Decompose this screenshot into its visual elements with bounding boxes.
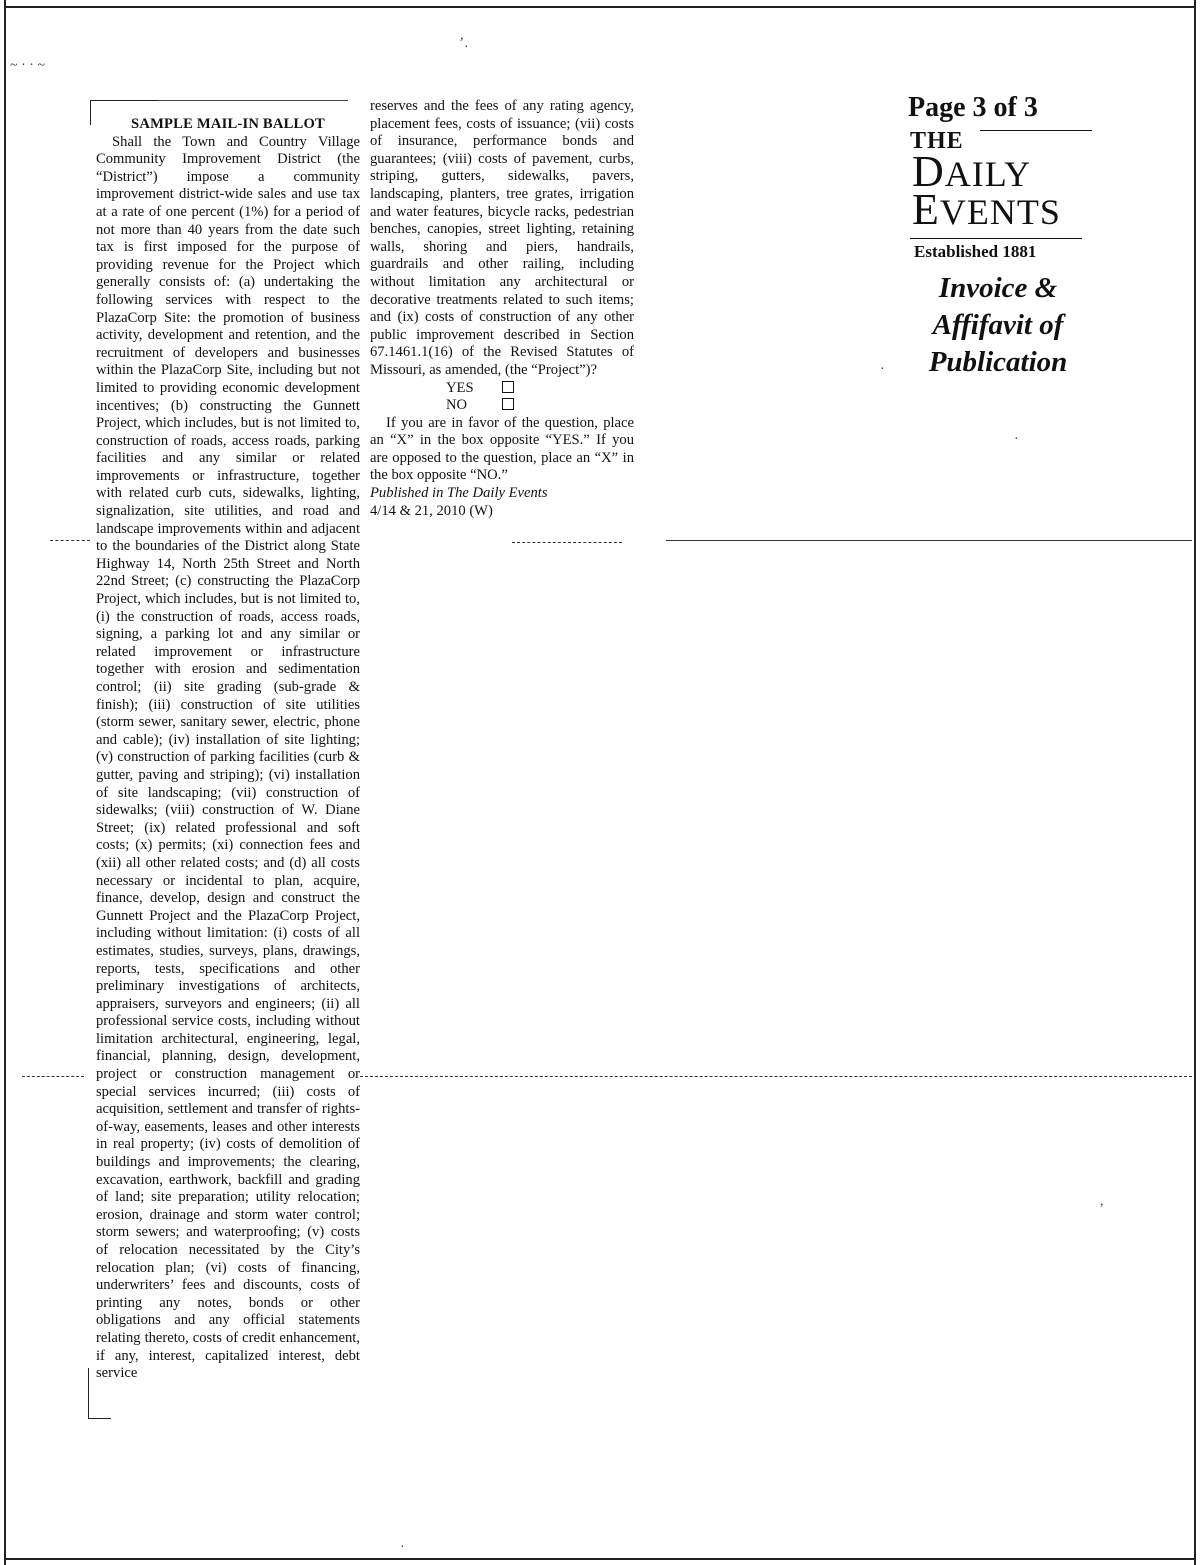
masthead-rule [910,238,1082,239]
scan-speck: · [1014,432,1019,447]
masthead-events [912,185,1088,234]
clipping-line [666,540,1192,541]
yes-option [370,380,634,398]
clipping-line [50,540,90,541]
masthead [908,92,1088,381]
scan-border-top [4,6,1196,8]
masthead-daily-rest: AILY [944,154,1032,194]
ballot-title: SAMPLE MAIL-IN BALLOT [131,116,325,132]
document-title-line-3: Publication [928,346,1068,378]
document-title [908,270,1088,381]
masthead-the: THE [910,128,964,154]
no-option [370,397,634,415]
publication-dates: 4/14 & 21, 2010 (W) [370,502,493,519]
ballot-column-2 [370,98,634,520]
ballot-instructions: If you are in favor of the question, place an “X” in the box opposite “YES.” If you are opposed to the question, place an “X” in the box opposite “NO.” [370,414,634,484]
clipping-line [360,1076,1192,1077]
ballot-question-text: Shall the Town and Country Village Community Improvement District (the “District”) impose a community improvement district-wide sales and use tax at a rate of one percent (1%) for a period of not more than 40 years from the date such tax is first imposed for the purpose of providing revenue for the Project which generally consists of: (a) undertaking the following services with respect to the PlazaCorp Site: the promotion of business activity, development and retention, and the recruitment of developers and businesses within the PlazaCorp Site, including but not limited to providing economic development incentives; (b) constructing the Gunnett Project, which includes, but is not limited to, construction of roads, access roads, parking facilities and any similar or related improvements or infrastructure, together with related curb cuts, sidewalks, lighting, signalization, site utilities, and road and landscape improvements within and adjacent to the boundaries of the District along State Highway 14, North 25th Street and North 22nd Street; (c) constructing the PlazaCorp Project, which includes, but is not limited to, (i) the construction of roads, access roads, signing, a parking lot and any similar or related improvement or infrastructure together with erosion and sedimentation control; (ii) site grading (sub-grade & finish); (iii) construction of site utilities (storm sewer, sanitary sewer, electric, phone and cable); (iv) installation of site lighting; (v) construction of parking facilities (curb & gutter, paving and striping); (vi) installation of site landscaping; (vii) construction of sidewalks; (viii) construction of W. Diane Street; (ix) related professional and soft costs; (x) permits; (xi) connection fees and (xii) all other related costs; and (d) all costs necessary or incidental to plan, acquire, finance, develop, design and construct the Gunnett Project and the PlazaCorp Project, including without limitation: (i) costs of all estimates, studies, surveys, plans, drawings, reports, tests, specifications and other preliminary investigations of architects, appraisers, surveyors and engineers; (ii) all professional service costs, including without limitation architectural, engineering, legal, financial, planning, design, development, project or construction management or special services incurred; (iii) costs of acquisition, settlement and transfer of rights-of-way, easements, leases and other interests in real property; (iv) costs of demolition of buildings and improvements; the clearing, excavation, earthwork, backfill and grading of land; site preparation; utility relocation; erosion, drainage and storm water control; storm sewers; and waterproofing; (v) costs of relocation necessitated by the City’s relocation plan; (vi) costs of financing, underwriters’ fees and discounts, costs of printing any notes, bonds or other obligations and any official statements relating thereto, costs of credit enhancement, if any, interest, capitalized interest, debt service [96,133,360,1382]
masthead-rule [980,130,1092,131]
no-checkbox[interactable] [502,398,514,410]
ballot-column-1 [96,116,360,1383]
masthead-daily-initial: D [912,147,945,196]
yes-checkbox[interactable] [502,381,514,393]
scan-speck: · [400,1540,405,1555]
clipping-rule-top [158,100,348,101]
masthead-events-rest: VENTS [939,192,1061,232]
page-indicator: Page 3 of 3 [908,92,1038,123]
yes-label: YES [446,379,474,396]
ballot-question-continued: reserves and the fees of any rating agency, placement fees, costs of issuance; (vii) costs of insurance, performance bonds and guarantees; (viii) costs of pavement, curbs, striping, gutters, sidewalks, pavers, landscaping, planters, tree grates, irrigation and water features, bicycle racks, pedestrian benches, canopies, street lighting, retaining walls, shoring and piers, handrails, guardrails and other railing, including without limitation any architectural or decorative treatments related to such items; and (ix) costs of construction of any other public improvement described in Section 67.1461.1(16) of the Revised Statutes of Missouri, as amended, (the “Project”)? [370,98,634,378]
scan-border-right [1194,0,1196,1565]
clipping-line [512,542,622,543]
scan-border-bottom [4,1558,1196,1560]
scan-speck: · [464,40,469,55]
published-in: Published in The Daily Events [370,485,548,502]
document-title-line-1: Invoice & [938,272,1058,304]
scan-speck: ~ · · ~ [10,58,45,73]
masthead-events-initial: E [912,185,940,234]
scan-border-left [4,0,6,1565]
clipping-line [22,1076,84,1077]
scan-speck: · [880,362,885,377]
scan-speck: , [1100,1194,1104,1209]
scan-speck: , [460,28,464,43]
no-label: NO [446,397,468,414]
document-title-line-2: Affifavit of [932,309,1064,341]
established-year: Established 1881 [914,242,1037,261]
